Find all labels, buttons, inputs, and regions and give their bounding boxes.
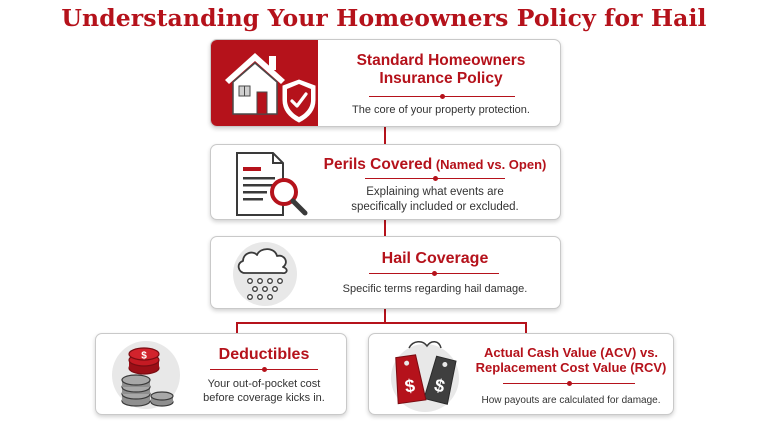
connector-branch-horizontal: [236, 322, 527, 324]
perils-heading-sub: (Named vs. Open): [432, 157, 547, 172]
perils-description: Explaining what events are specifically included or excluded.: [351, 186, 519, 213]
perils-heading-main: Perils Covered: [323, 156, 433, 173]
acv-rcv-divider: [503, 383, 635, 384]
acv-rcv-card: [368, 333, 674, 415]
policy-heading: Standard Homeowners Insurance Policy: [356, 52, 526, 88]
deductibles-card: [95, 333, 347, 415]
hail-divider: [369, 273, 499, 274]
connector-hail-branch: [384, 309, 386, 323]
connector-policy-perils: [384, 127, 386, 144]
connector-branch-right: [525, 322, 527, 333]
perils-heading: [313, 156, 557, 174]
hail-card: [210, 236, 561, 309]
svg-text:$: $: [141, 350, 147, 362]
policy-description: The core of your property protection.: [352, 104, 530, 116]
page-title: Understanding Your Homeowners Policy for Hail: [61, 4, 707, 32]
house-shield-icon: [211, 40, 318, 126]
acv-rcv-description: How payouts are calculated for damage.: [481, 395, 661, 406]
acv-rcv-heading: Actual Cash Value (ACV) vs. Replacement Cost Value (RCV): [475, 345, 667, 376]
document-magnifier-icon: [223, 149, 313, 219]
perils-card: [210, 144, 561, 220]
coin-stack-icon: [106, 338, 188, 412]
connector-branch-left: [236, 322, 238, 333]
price-tags-icon: [379, 336, 471, 414]
hail-heading: Hail Coverage: [381, 250, 489, 267]
deductibles-divider: [210, 369, 318, 370]
deductibles-heading: Deductibles: [218, 346, 310, 363]
deductibles-description: Your out-of-pocket cost before coverage kicks in.: [203, 378, 325, 405]
policy-card: [210, 39, 561, 127]
perils-divider: [365, 178, 505, 179]
policy-divider: [369, 96, 515, 97]
hail-cloud-icon: [225, 241, 311, 307]
hail-description: Specific terms regarding hail damage.: [342, 283, 528, 295]
svg-text:$: $: [403, 375, 417, 397]
svg-text:$: $: [432, 374, 447, 397]
connector-perils-hail: [384, 220, 386, 236]
